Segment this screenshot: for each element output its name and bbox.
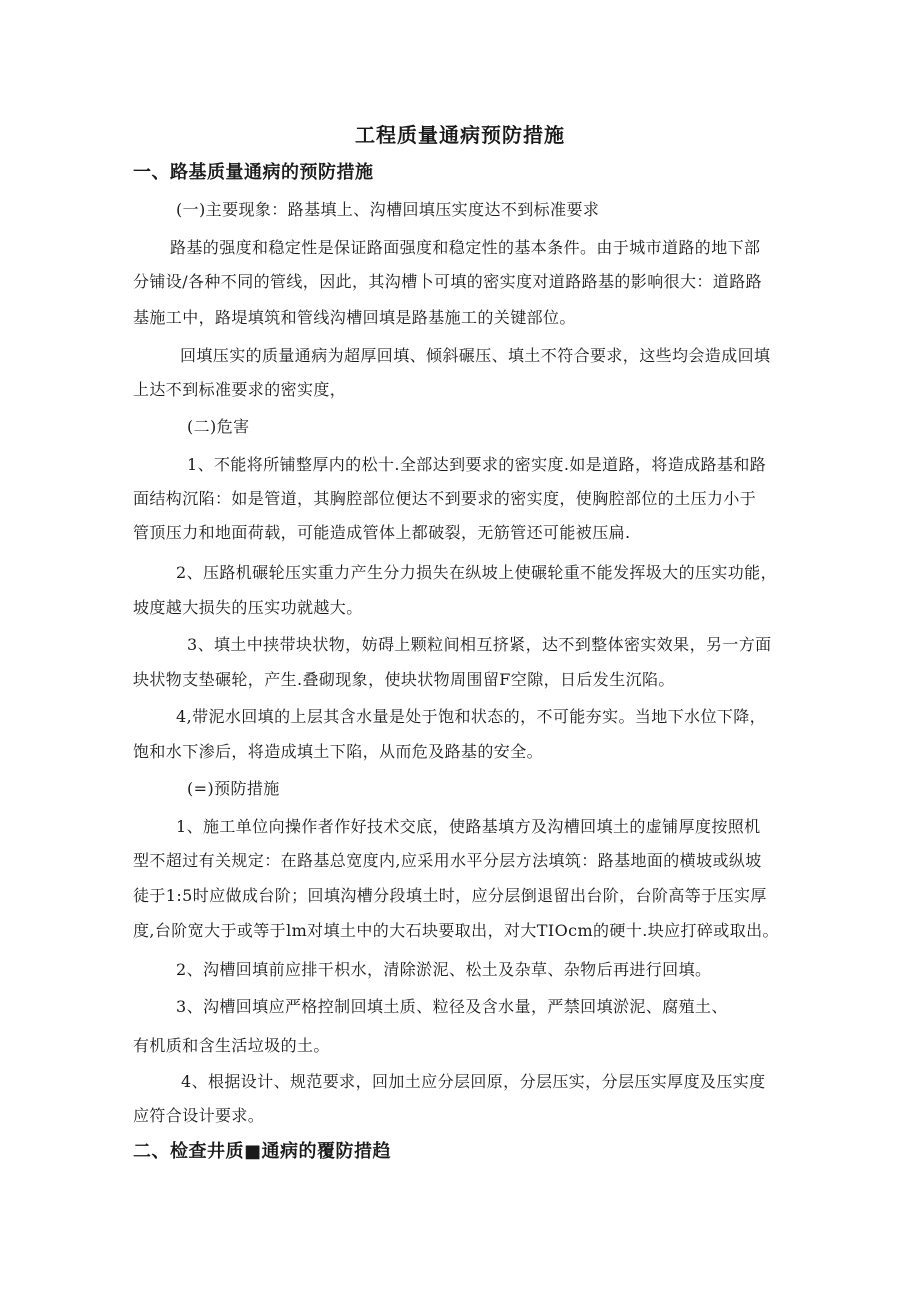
paragraph-line: 分铺设/各种不同的管线，因此，其沟槽卜可填的密实度对道路路基的影响很大：道路路 [133, 272, 762, 291]
paragraph-line: 1、施工单位向操作者作好技术交底，使路基填方及沟槽回填土的虚铺厚度按照机 [176, 817, 761, 836]
paragraph-line: 2、压路机碾轮压实重力产生分力损失在纵坡上使碾轮重不能发挥圾大的压实功能， [176, 563, 777, 582]
paragraph-line: 1、不能将所铺整厚内的松十.全部达到要求的密实度.如是道路，将造成路基和路 [187, 455, 767, 474]
paragraph-line: 基施工中，路堤填筑和管线沟槽回填是路基施工的关键部位。 [133, 308, 576, 327]
paragraph-line: 应符合设计要求。 [133, 1106, 265, 1125]
paragraph-line: 4,带泥水回填的上层其含水量是处于饱和状态的，不可能夯实。当地下水位下降， [176, 707, 767, 726]
paragraph-line: 有机质和含生活垃圾的土。 [133, 1036, 330, 1055]
paragraph-line: 3、沟槽回填应严格控制回填土质、粒径及含水量，严禁回填淤泥、腐殖土、 [176, 997, 728, 1016]
subheading-prevention: (=)预防措施 [187, 779, 280, 798]
subheading-main-phenomena: (一)主要现象：路基填上、沟槽回填压实度达不到标准要求 [176, 200, 600, 219]
section-heading-roadbed: 一、路基质量通病的预防措施 [133, 162, 374, 183]
paragraph-line: 饱和水下渗后，将造成填土下陷，从而危及路基的安全。 [133, 742, 544, 761]
paragraph-line: 度,台阶宽大于或等于lm对填土中的大石块要取出，对大TIOcm的硬十.块应打碎或取出。 [133, 921, 779, 940]
document-title: 工程质量通病预防措施 [355, 123, 565, 147]
paragraph-line: 上达不到标准要求的密实度， [133, 380, 347, 399]
paragraph-line: 坡度越大损失的压实功就越大。 [133, 598, 363, 617]
paragraph-line: 3、填土中挟带块状物，妨碍上颗粒间相互挤紧，达不到整体密实效果，另一方面 [187, 635, 772, 654]
paragraph-line: 4、根据设计、规范要求，回加土应分层回原，分层压实，分层压实厚度及压实度 [181, 1072, 766, 1091]
paragraph-line: 管顶压力和地面荷载，可能造成管体上都破裂，无筋管还可能被压扁. [133, 523, 631, 542]
paragraph-line: 面结构沉陷：如是管道，其胸腔部位便达不到要求的密实度，使胸腔部位的土压力小于 [133, 489, 757, 508]
paragraph-line: 型不超过有关规定：在路基总宽度内,应采用水平分层方法填筑：路基地面的横坡或纵坡 [133, 851, 762, 870]
paragraph-line: 徒于1:5时应做成台阶；回填沟槽分段填土时，应分层倒退留出台阶，台阶高等于压实厚 [133, 886, 767, 905]
paragraph-line: 回填压实的质量通病为超厚回填、倾斜碾压、填土不符合要求，这些均会造成回填 [180, 346, 771, 365]
paragraph-line: 路基的强度和稳定性是保证路面强度和稳定性的基本条件。由于城市道路的地下部 [170, 238, 761, 257]
paragraph-line: 块状物支垫碾轮，产生.叠砌现象，使块状物周围留F空隙，日后发生沉陷。 [133, 670, 675, 689]
subheading-harm: (二)危害 [187, 417, 250, 436]
paragraph-line: 2、沟槽回填前应排干枳水，清除淤泥、松土及杂草、杂物后再进行回填。 [176, 960, 712, 979]
section-heading-inspection-well: 二、检查井质■通病的覆防措趋 [133, 1141, 392, 1162]
